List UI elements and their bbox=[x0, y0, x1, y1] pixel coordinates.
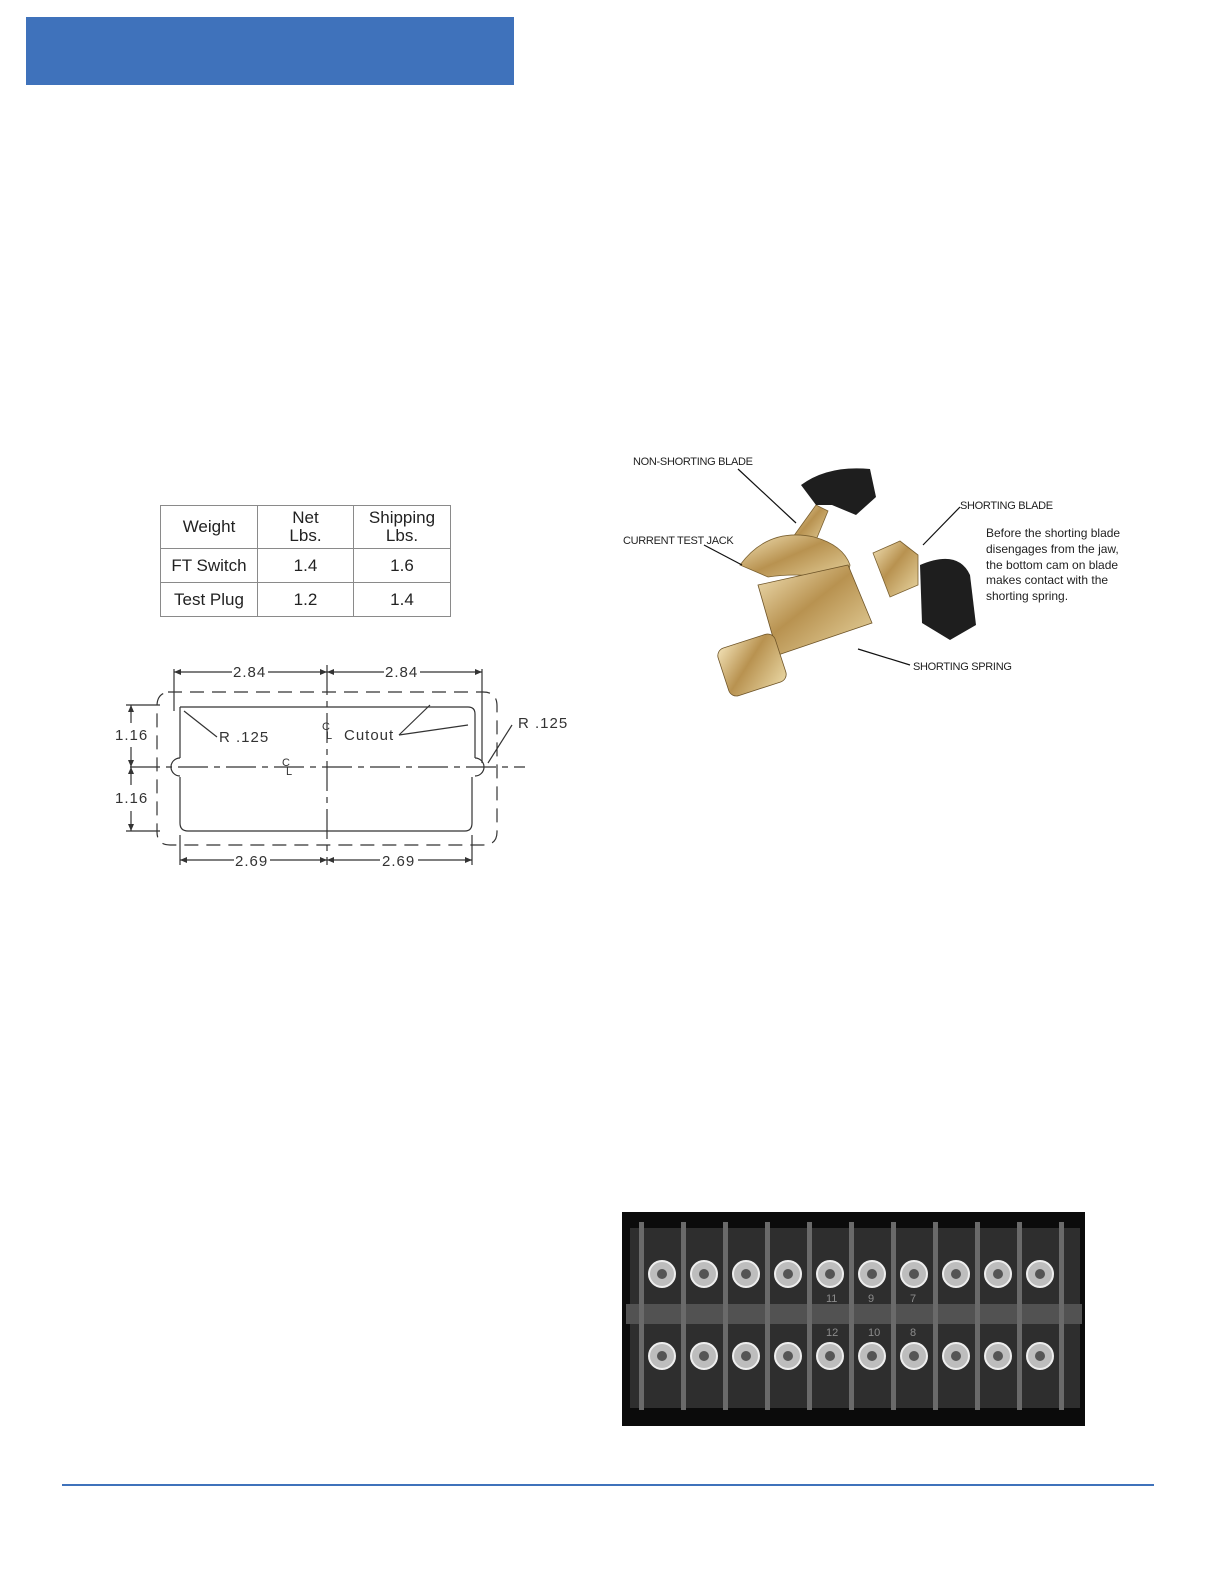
header-bar bbox=[26, 17, 514, 85]
terminal-number: 12 bbox=[826, 1327, 839, 1339]
label-shorting-spring: SHORTING SPRING bbox=[913, 661, 1012, 673]
terminal-screw-head bbox=[825, 1351, 835, 1361]
left-dim-lower: 1.16 bbox=[115, 790, 149, 807]
terminal-screw-head bbox=[867, 1269, 877, 1279]
terminal-separator bbox=[849, 1222, 854, 1410]
ft-switch-photo bbox=[618, 445, 1178, 715]
radius-right-label: R .125 bbox=[518, 715, 569, 732]
terminal-screw-head bbox=[951, 1269, 961, 1279]
terminal-screw-head bbox=[993, 1351, 1003, 1361]
terminal-number: 7 bbox=[910, 1293, 917, 1305]
terminal-number: 11 bbox=[826, 1293, 838, 1305]
terminal-screw-head bbox=[699, 1351, 709, 1361]
weight-table bbox=[160, 505, 451, 617]
label-non-shorting-blade: NON-SHORTING BLADE bbox=[633, 456, 753, 468]
terminal-screw-head bbox=[657, 1351, 667, 1361]
top-dim-left: 2.84 bbox=[233, 664, 267, 681]
footer-rule bbox=[62, 1484, 1154, 1486]
row-label: Test Plug bbox=[161, 583, 258, 617]
centerline-symbol-mid: C bbox=[282, 757, 291, 769]
note-line-3: the bottom cam on blade bbox=[986, 558, 1119, 572]
label-current-test-jack: CURRENT TEST JACK bbox=[623, 535, 734, 547]
terminal-number: 8 bbox=[910, 1327, 917, 1339]
terminal-separator bbox=[1059, 1222, 1064, 1410]
header-weight: Weight bbox=[161, 506, 258, 549]
note-line-1: Before the shorting blade bbox=[986, 526, 1121, 540]
terminal-screw-head bbox=[699, 1269, 709, 1279]
terminal-block-photo bbox=[622, 1212, 1085, 1426]
centerline-sub-top: L bbox=[326, 730, 334, 742]
table-row bbox=[161, 583, 451, 617]
terminal-number: 10 bbox=[868, 1327, 881, 1339]
row-label: FT Switch bbox=[161, 549, 258, 583]
header-net: Net Lbs. bbox=[258, 506, 354, 549]
centerline-sub-mid: L bbox=[286, 766, 294, 778]
terminal-screw-head bbox=[867, 1351, 877, 1361]
cutout-label: Cutout bbox=[344, 727, 395, 744]
terminal-separator bbox=[723, 1222, 728, 1410]
terminal-screw-head bbox=[783, 1351, 793, 1361]
net-value: 1.2 bbox=[258, 583, 354, 617]
terminal-separator bbox=[933, 1222, 938, 1410]
terminal-screw-head bbox=[741, 1269, 751, 1279]
terminal-separator bbox=[765, 1222, 770, 1410]
bottom-dim-left: 2.69 bbox=[235, 853, 269, 870]
terminal-separator bbox=[807, 1222, 812, 1410]
terminal-screw-head bbox=[993, 1269, 1003, 1279]
centerline-symbol-top: C bbox=[322, 721, 331, 733]
terminal-separator bbox=[891, 1222, 896, 1410]
radius-left-label: R .125 bbox=[219, 729, 270, 746]
terminal-separator bbox=[639, 1222, 644, 1410]
terminal-screw-head bbox=[951, 1351, 961, 1361]
bottom-dim-right: 2.69 bbox=[382, 853, 416, 870]
top-dim-right: 2.84 bbox=[385, 664, 419, 681]
note-line-5: shorting spring. bbox=[986, 589, 1069, 603]
left-dim-upper: 1.16 bbox=[115, 727, 149, 744]
terminal-screw-head bbox=[741, 1351, 751, 1361]
terminal-number: 9 bbox=[868, 1293, 875, 1305]
table-row bbox=[161, 549, 451, 583]
note-line-4: makes contact with the bbox=[986, 573, 1109, 587]
terminal-separator bbox=[1017, 1222, 1022, 1410]
terminal-screw-head bbox=[1035, 1269, 1045, 1279]
terminal-screw-head bbox=[909, 1269, 919, 1279]
shipping-value: 1.4 bbox=[354, 583, 451, 617]
panel-cutout-drawing bbox=[100, 655, 590, 880]
header-shipping: Shipping Lbs. bbox=[354, 506, 451, 549]
terminal-screw-head bbox=[825, 1269, 835, 1279]
net-value: 1.4 bbox=[258, 549, 354, 583]
terminal-separator bbox=[681, 1222, 686, 1410]
label-shorting-blade: SHORTING BLADE bbox=[960, 500, 1053, 512]
note-line-2: disengages from the jaw, bbox=[986, 542, 1119, 556]
terminal-screw-head bbox=[909, 1351, 919, 1361]
terminal-screw-head bbox=[657, 1269, 667, 1279]
terminal-screw-head bbox=[1035, 1351, 1045, 1361]
terminal-screw-head bbox=[783, 1269, 793, 1279]
shipping-value: 1.6 bbox=[354, 549, 451, 583]
terminal-separator bbox=[975, 1222, 980, 1410]
